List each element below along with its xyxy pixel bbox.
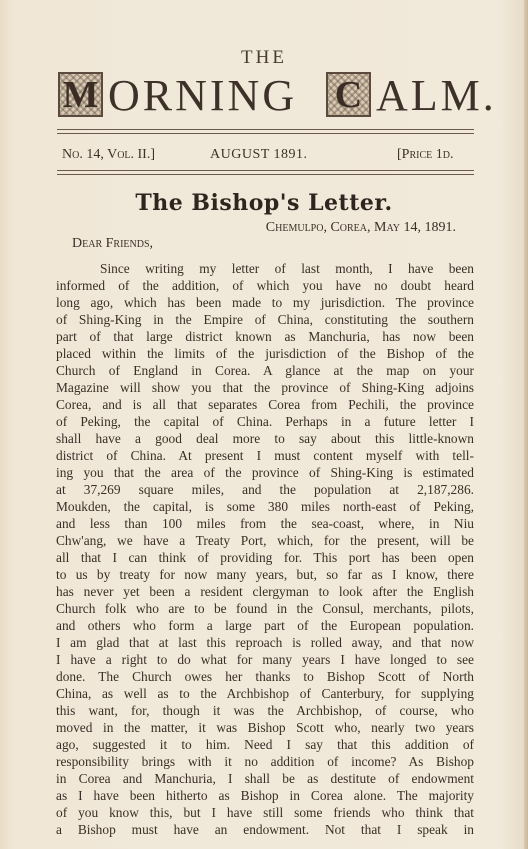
issue-price: [Price 1d. (397, 147, 454, 162)
body-line: Moukden, the capital, is some 380 miles north-east of Peking, (56, 499, 474, 514)
body-line: in Corea and Manchuria, I shall be as destitute of endowment (56, 771, 474, 786)
body-line: shall have a good deal more to say about this little-known (56, 431, 474, 446)
issue-number: No. 14, Vol. II.] (62, 147, 156, 162)
body-line: a Bishop must have an endowment. Not that I speak in (56, 822, 474, 837)
body-line: as I have been hitherto as Bishop in Corea alone. The majority (56, 788, 474, 803)
masthead-the: THE (241, 47, 287, 68)
rule-top-1 (57, 129, 474, 130)
rule-bottom-2 (57, 174, 474, 175)
body-line: all that I can think of providing for. This port has been open (56, 550, 474, 565)
body-line: ago, suggested it to him. Need I say that this addition of (56, 737, 474, 752)
page-edge (524, 0, 528, 849)
body-line: Chw'ang, we have a Treaty Port, which, for the present, will be (56, 533, 474, 548)
body-line: I have a right to do what for many years I have longed to see (56, 652, 474, 667)
body-line: China, as well as to the Archbishop of Canterbury, for supplying (56, 686, 474, 701)
article-body (56, 260, 474, 838)
article-title: The Bishop's Letter. (135, 190, 393, 216)
body-line: at 37,269 square miles, and the population at 2,187,286. (56, 482, 474, 497)
body-line: moved in the matter, it was Bishop Scott who, nearly two years (56, 720, 474, 735)
body-line: responsibility brings with it no addition of income? As Bishop (56, 754, 474, 769)
decorated-initial-c: C (326, 72, 371, 117)
body-line: I am glad that at last this reproach is rolled away, and that now (56, 635, 474, 650)
body-line: Church folk who are to be found in the Consul, merchants, pilots, (56, 601, 474, 616)
decorated-initial-m: M (58, 72, 103, 117)
body-line: has never yet been a resident clergyman to look after the English (56, 584, 474, 599)
body-line: this want, for, though it was the Archbishop, of course, who (56, 703, 474, 718)
body-line: of Shing-King in the Empire of China, constituting the southern (56, 312, 474, 327)
article-greeting: Dear Friends, (72, 236, 154, 251)
issue-date: AUGUST 1891. (210, 147, 308, 162)
masthead-title (58, 70, 497, 120)
masthead-word-1: ORNING (108, 71, 298, 120)
masthead-word-2: ALM. (376, 71, 497, 120)
body-line: long ago, which has been made to my jurisdiction. The province (56, 295, 474, 310)
body-line: done. The Church owes her thanks to Bishop Scott of North (56, 669, 474, 684)
body-line: Corea, and is all that separates Corea from Pechili, the province (56, 397, 474, 412)
rule-bottom-1 (57, 170, 474, 171)
body-line: of Peking, the capital of China. Perhaps in a future letter I (56, 414, 474, 429)
body-line: Since writing my letter of last month, I have been (100, 261, 474, 276)
body-line: Magazine will show you that the province of Shing-King adjoins (56, 380, 474, 395)
article-dateline: Chemulpo, Corea, May 14, 1891. (265, 220, 456, 235)
body-line: to us by treaty for now many years, but, so far as I know, there (56, 567, 474, 582)
body-line: of you know this, but I have still some friends who think that (56, 805, 474, 820)
body-line: Church of England in Corea. A glance at the map on your (56, 363, 474, 378)
body-line: part of that large district known as Manchuria, has now been (56, 329, 474, 344)
rule-top-2 (57, 133, 474, 134)
issue-info-line (57, 147, 474, 165)
body-line: district of China. At present I must content myself with tell- (56, 448, 474, 463)
body-line: informed of the addition, of which you have no doubt heard (56, 278, 474, 293)
body-line: placed within the limits of the jurisdiction of the Bishop of the (56, 346, 474, 361)
body-line: ing you that the area of the province of Shing-King is estimated (56, 465, 474, 480)
body-line: and less than 100 miles from the sea-coast, where, in Niu (56, 516, 474, 531)
body-line: and others who form a large part of the European population. (56, 618, 474, 633)
